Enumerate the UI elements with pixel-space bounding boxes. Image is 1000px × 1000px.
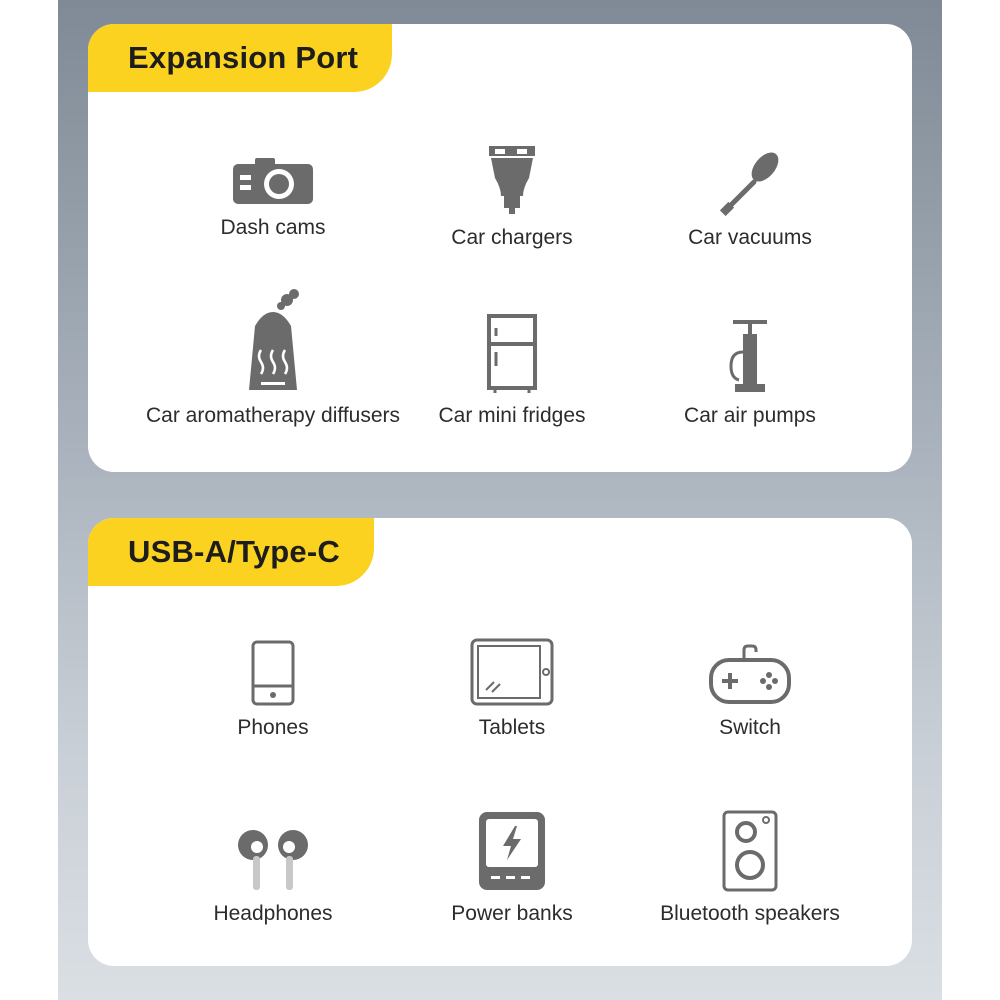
earbuds-icon [236,828,310,892]
item-label: Car chargers [451,226,573,249]
section-title: USB-A/Type-C [88,518,374,586]
speaker-icon [722,810,778,892]
mini-fridge-icon [486,314,538,394]
item-label: Bluetooth speakers [660,902,840,925]
device-item-bluetooth-speakers [605,810,895,926]
item-label: Switch [719,716,781,739]
item-label: Phones [237,716,309,739]
gamepad-icon [708,642,792,706]
device-item-switch [605,642,895,740]
item-label: Tablets [478,716,546,739]
section-title: Expansion Port [88,24,392,92]
diffuser-icon [233,286,313,394]
power-bank-icon [477,810,547,892]
item-label: Dash cams [220,216,326,239]
usb-type-c-card [88,518,912,966]
air-pump-icon [729,318,771,394]
item-label: Car aromatherapy diffusers [145,404,401,427]
item-label: Car air pumps [684,404,816,427]
item-label: Power banks [451,902,573,925]
expansion-port-card [88,24,912,472]
car-charger-icon [487,144,537,216]
device-item-car-vacuums [605,150,895,250]
tablet-icon [470,638,554,706]
item-label: Car vacuums [688,226,812,249]
item-label: Headphones [213,902,333,925]
dash-cam-icon [231,156,315,206]
phone-icon [250,640,296,706]
item-label: Car mini fridges [438,404,586,427]
device-item-car-air-pumps [605,318,895,428]
car-vacuum-icon [718,150,782,216]
